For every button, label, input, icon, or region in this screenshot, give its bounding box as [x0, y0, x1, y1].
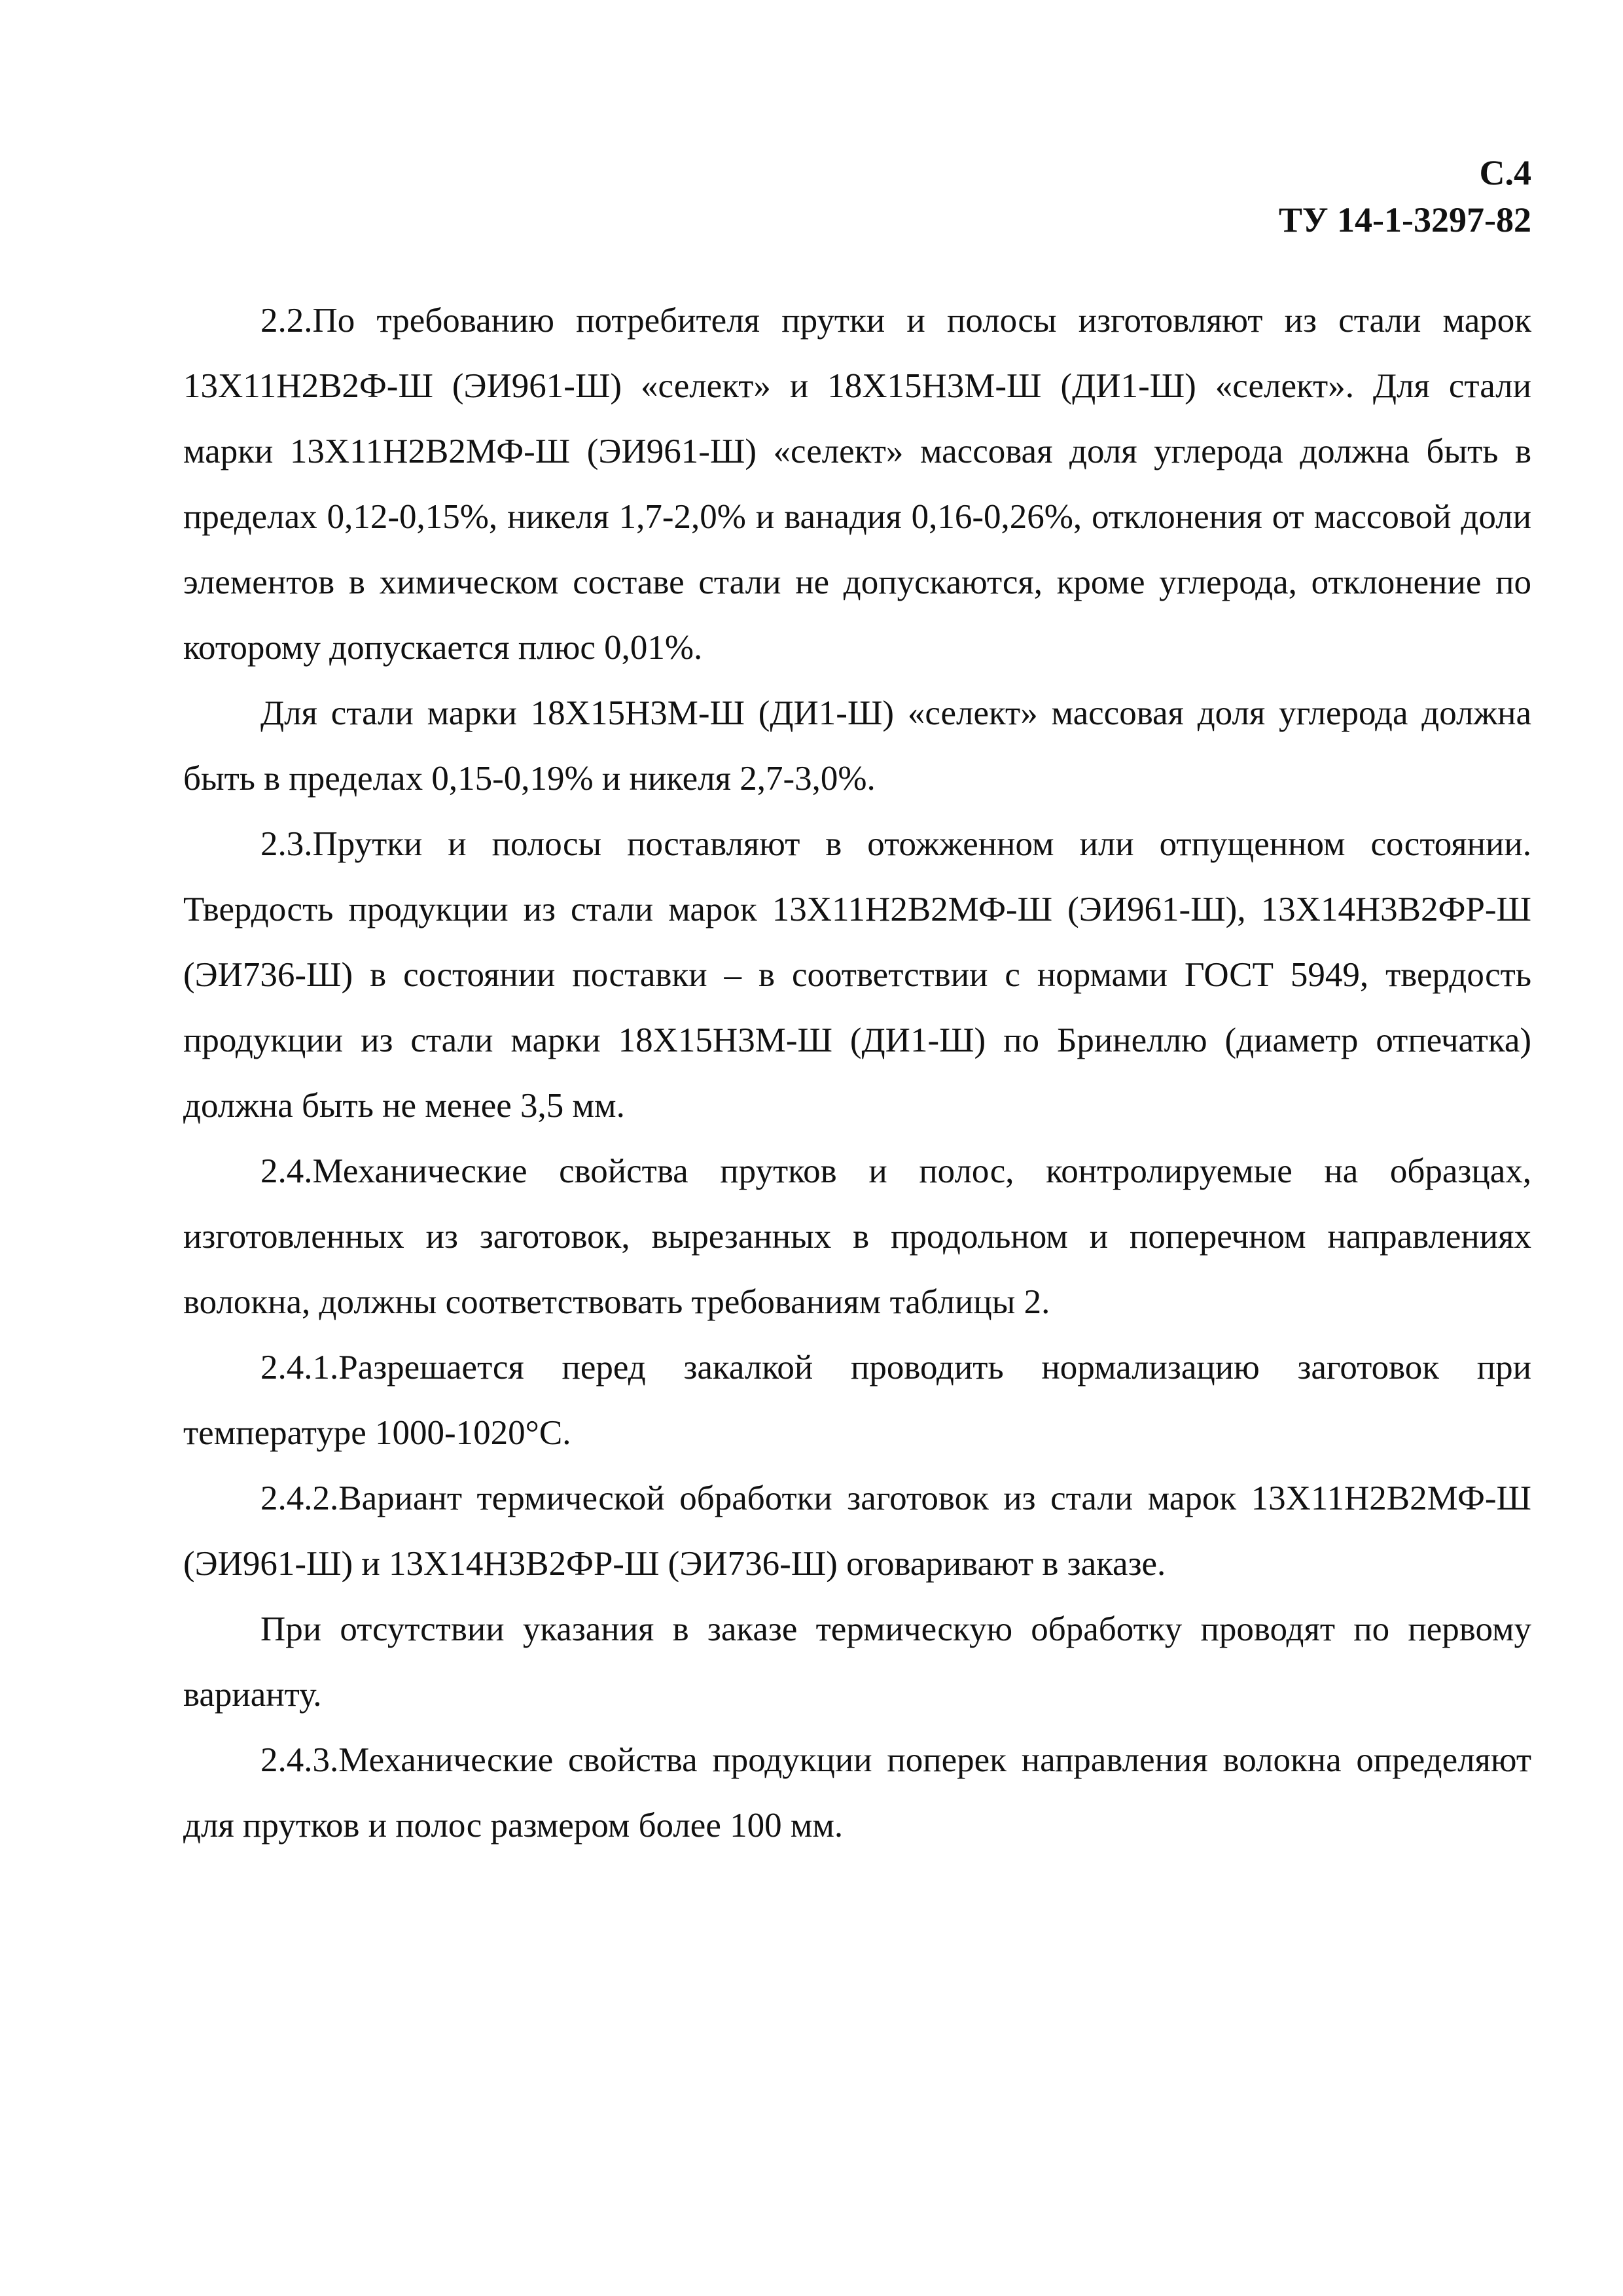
paragraph-2-4-2: 2.4.2.Вариант термической обработки заготовок из стали марок 13Х11Н2В2МФ-Ш (ЭИ961-Ш) и 13Х14Н3В2ФР-Ш (ЭИ736-Ш) оговаривают в заказе. [183, 1479, 1531, 1583]
paragraph-2-2-continued: Для стали марки 18Х15Н3М-Ш (ДИ1-Ш) «селект» массовая доля углерода должна быть в пределах 0,15-0,19% и никеля 2,7-3,0%. [183, 694, 1531, 798]
paragraph-2-4: 2.4.Механические свойства прутков и полос, контролируемые на образцах, изготовленных из заготовок, вырезанных в продольном и поперечном направлениях волокна, должны соответствовать требованиям таблицы 2. [183, 1152, 1531, 1321]
paragraph-2-4-1: 2.4.1.Разрешается перед закалкой проводить нормализацию заготовок при температуре 1000-1020°С. [183, 1349, 1531, 1452]
paragraph-2-3: 2.3.Прутки и полосы поставляют в отожженном или отпущенном состоянии. Твердость продукции из стали марок 13Х11Н2В2МФ-Ш (ЭИ961-Ш), 13Х14Н3В2ФР-Ш (ЭИ736-Ш) в состоянии поставки – в соответствии с нормами ГОСТ 5949, твердость продукции из стали марки 18Х15Н3М-Ш (ДИ1-Ш) по Бринеллю (диаметр отпечатка) должна быть не менее 3,5 мм. [183, 825, 1531, 1125]
page-header [1279, 149, 1531, 243]
paragraph-2-2: 2.2.По требованию потребителя прутки и полосы изготовляют из стали марок 13Х11Н2В2Ф-Ш (ЭИ961-Ш) «селект» и 18Х15Н3М-Ш (ДИ1-Ш) «селект». Для стали марки 13Х11Н2В2МФ-Ш (ЭИ961-Ш) «селект» массовая доля углерода должна быть в пределах 0,12-0,15%, никеля 1,7-2,0% и ванадия 0,16-0,26%, отклонения от массовой доли элементов в химическом составе стали не допускаются, кроме углерода, отклонение по которому допускается плюс 0,01%. [183, 302, 1531, 667]
page-number: С.4 [1479, 153, 1531, 192]
document-body [183, 288, 1531, 1858]
paragraph-2-4-2-continued: При отсутствии указания в заказе термическую обработку проводят по первому варианту. [183, 1610, 1531, 1714]
document-code: ТУ 14-1-3297-82 [1278, 200, 1531, 239]
paragraph-2-4-3: 2.4.3.Механические свойства продукции поперек направления волокна определяют для прутков и полос размером более 100 мм. [183, 1741, 1531, 1845]
